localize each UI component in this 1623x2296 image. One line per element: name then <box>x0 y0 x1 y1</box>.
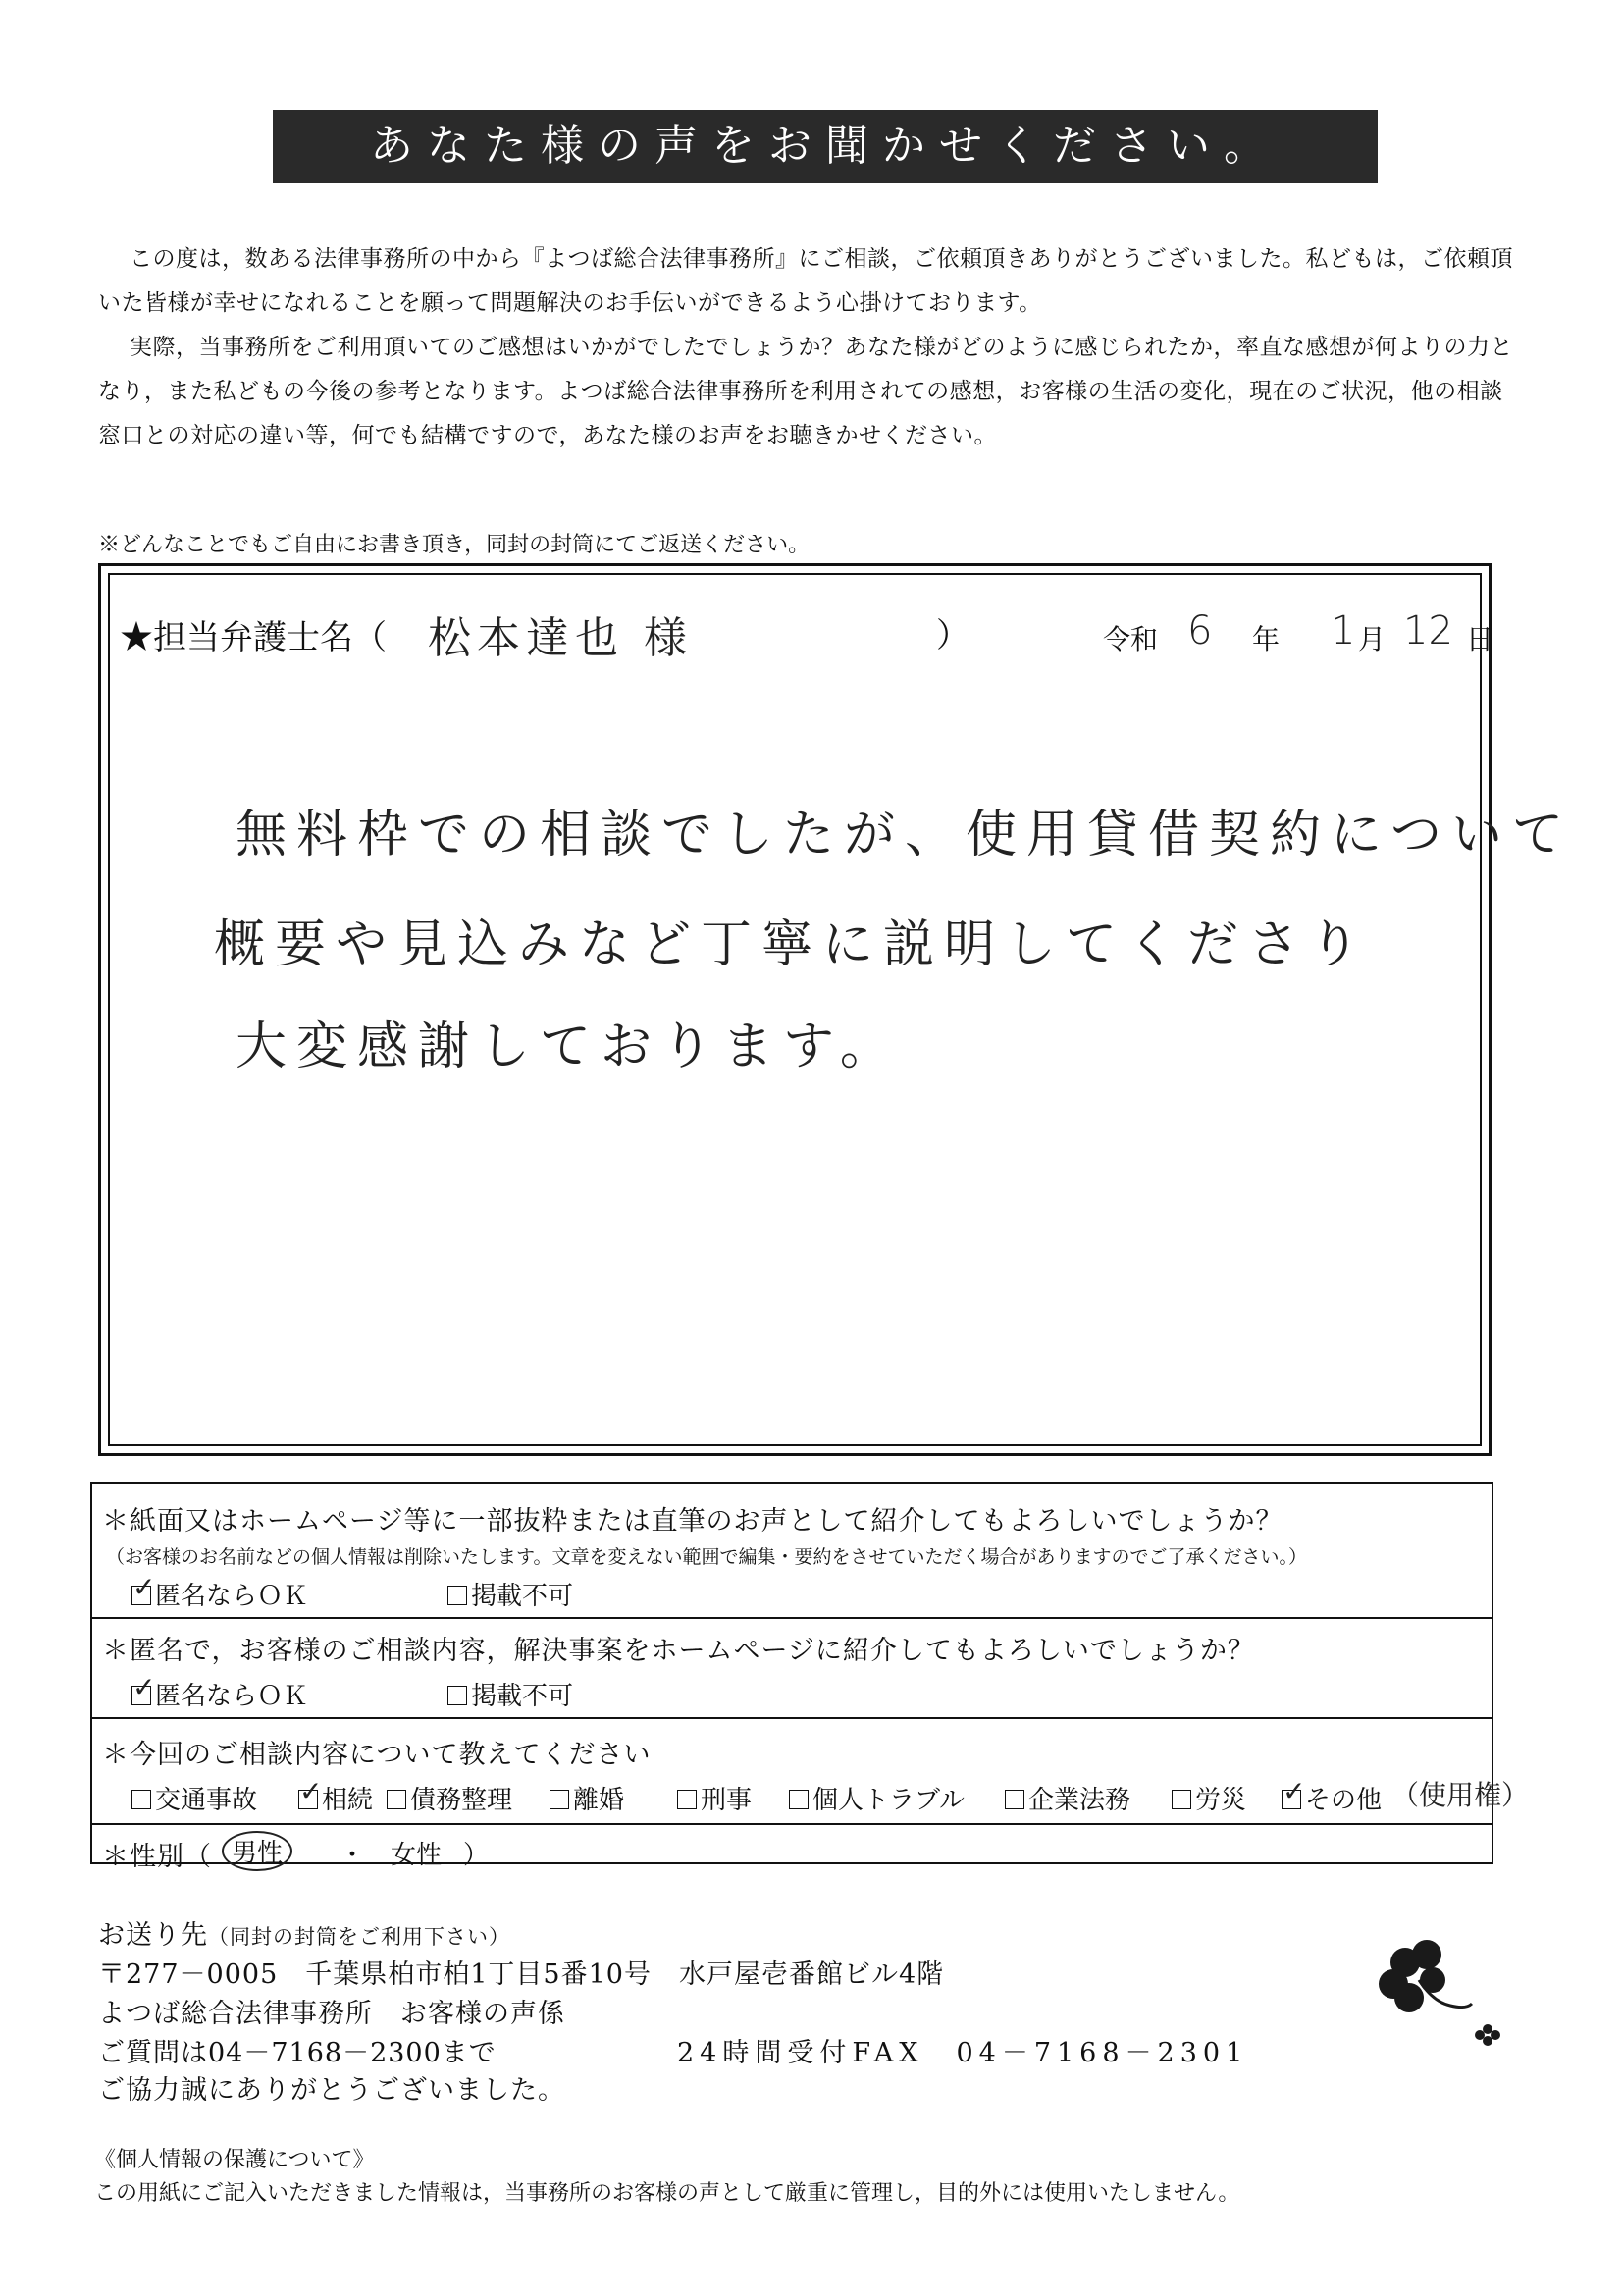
q3-option-criminal[interactable] <box>677 1780 752 1816</box>
intro-paragraph-2 <box>98 326 1521 458</box>
clover-icon <box>1364 1933 1511 2061</box>
privacy-title: 《個人情報の保護について》 <box>94 2148 375 2172</box>
checkbox-icon[interactable] <box>550 1790 569 1809</box>
gender-male-circled: 男性 <box>222 1831 292 1871</box>
q3-option-label: 労災 <box>1195 1786 1247 1815</box>
date-day[interactable]: 12 <box>1403 608 1453 653</box>
checkbox-icon[interactable] <box>1172 1790 1191 1809</box>
question-3-text: ＊今回のご相談内容について教えてください <box>102 1740 652 1770</box>
date-year[interactable]: 6 <box>1187 608 1213 653</box>
date-year-unit: 年 <box>1252 623 1281 655</box>
question-divider-3 <box>90 1823 1493 1825</box>
checkbox-icon[interactable] <box>677 1790 697 1809</box>
q3-option-label: 債務整理 <box>410 1786 513 1815</box>
q3-option-label: 刑事 <box>701 1786 753 1815</box>
checkbox-icon[interactable] <box>131 1790 151 1809</box>
question-2-text: ＊匿名で，お客様のご相談内容，解決事案をホームページに紹介してもよろしいでしょうか？ <box>102 1636 1255 1666</box>
checkbox-icon[interactable] <box>789 1790 809 1809</box>
contact-fax: 24時間受付FAX 04－7168－2301 <box>677 2038 1249 2068</box>
office-name: よつば総合法律事務所 お客様の声係 <box>98 1999 565 2029</box>
lawyer-label: ★担当弁護士名（ <box>120 618 387 657</box>
privacy-text: この用紙にご記入いただきました情報は，当事務所のお客様の声として厳重に管理し，目的外には使用いたしません。 <box>94 2181 1240 2206</box>
date-day-unit: 日 <box>1466 623 1494 655</box>
q3-option-label: 個人トラブル <box>812 1786 965 1815</box>
comment-line-3: 大変感謝しております。 <box>236 1018 901 1076</box>
q3-option-labor-accident[interactable] <box>1172 1780 1246 1816</box>
q2-no-label: 掲載不可 <box>471 1682 574 1711</box>
q3-option-debt[interactable] <box>387 1780 512 1816</box>
q1-option-anonymous[interactable] <box>131 1576 308 1612</box>
thanks-text: ご協力誠にありがとうございました。 <box>98 2075 565 2106</box>
lawyer-paren-close: ） <box>936 616 969 655</box>
question-divider-1 <box>90 1617 1493 1619</box>
address-heading: お送り先 <box>98 1920 208 1951</box>
checkbox-checked-icon[interactable] <box>131 1586 151 1605</box>
q1-no-label: 掲載不可 <box>471 1582 574 1611</box>
page-title: あなた様の声をお聞かせください。 <box>273 110 1378 183</box>
q3-option-traffic[interactable] <box>131 1780 257 1816</box>
intro-text-1: この度は，数ある法律事務所の中から『よつば総合法律事務所』にご相談，ご依頼頂きありがとうございました。私どもは，ご依頼頂いた皆様が幸せになれることを願って問題解決のお手伝いができるよう心掛けております。 <box>98 246 1513 316</box>
intro-paragraph-1 <box>98 237 1521 326</box>
checkbox-icon[interactable] <box>447 1586 467 1605</box>
q2-anon-label: 匿名ならＯＫ <box>155 1682 309 1711</box>
gender-female-option[interactable]: 女性 <box>391 1841 443 1870</box>
instruction-note: ※どんなことでもご自由にお書き頂き，同封の封筒にてご返送ください。 <box>98 533 811 557</box>
gender-paren-close: ） <box>463 1841 490 1870</box>
q1-option-no-publish[interactable] <box>447 1576 573 1612</box>
address-heading-note: （同封の封筒をご利用下さい） <box>208 1925 510 1949</box>
comment-line-1: 無料枠での相談でしたが、使用貸借契約について <box>236 806 1573 864</box>
intro-text-2: 実際，当事務所をご利用頂いてのご感想はいかがでしたでしょうか？あなた様がどのように感じられたか，率直な感想が何よりの力となり，また私どもの今後の参考となります。よつば総合法律事務所を利用されての感想，お客様の生活の変化，現在のご状況，他の相談窓口との対応の違い等，何でも結構ですので，あなた様のお声をお聴きかせください。 <box>98 335 1513 448</box>
q3-option-label: 離婚 <box>573 1786 625 1815</box>
checkbox-icon[interactable] <box>447 1686 467 1705</box>
q2-option-no-publish[interactable] <box>447 1676 573 1712</box>
postal-address: 〒277－0005 千葉県柏市柏1丁目5番10号 水戸屋壱番館ビル4階 <box>98 1959 945 1990</box>
q3-option-inheritance[interactable] <box>298 1780 373 1816</box>
question-divider-2 <box>90 1717 1493 1719</box>
contact-phone: ご質問は04－7168－2300まで <box>98 2038 497 2068</box>
gender-separator: ・ <box>340 1841 366 1870</box>
lawyer-name-handwritten[interactable]: 松本達也 様 <box>428 613 693 663</box>
q3-option-personal-trouble[interactable] <box>789 1780 965 1816</box>
q3-option-divorce[interactable] <box>550 1780 624 1816</box>
question-1-text: ＊紙面又はホームページ等に一部抜粋または直筆のお声として紹介してもよろしいでしょうか？ <box>102 1506 1283 1537</box>
checkbox-icon[interactable] <box>387 1790 406 1809</box>
q3-option-label: 企業法務 <box>1028 1786 1131 1815</box>
checkbox-checked-icon[interactable] <box>298 1790 318 1809</box>
date-era: 令和 <box>1103 623 1159 655</box>
date-month-unit: 月 <box>1358 623 1387 655</box>
q2-option-anonymous[interactable] <box>131 1676 308 1712</box>
q3-option-corporate[interactable] <box>1005 1780 1130 1816</box>
q3-option-label: 交通事故 <box>155 1786 258 1815</box>
comment-line-2: 概要や見込みなど丁寧に説明してくださり <box>214 915 1371 974</box>
q1-anon-label: 匿名ならＯＫ <box>155 1582 309 1611</box>
q3-option-label: 相続 <box>322 1786 374 1815</box>
checkbox-icon[interactable] <box>1005 1790 1024 1809</box>
gender-male-option[interactable] <box>222 1831 292 1871</box>
question-1-note: （お客様のお名前などの個人情報は削除いたします。文章を変えない範囲で編集・要約をさせていただく場合がありますのでご了承ください。） <box>106 1546 1307 1568</box>
checkbox-checked-icon[interactable] <box>131 1686 151 1705</box>
date-month[interactable]: 1 <box>1331 608 1356 653</box>
q3-option-label: その他 <box>1305 1786 1383 1815</box>
address-heading-row <box>98 1913 510 1952</box>
q3-other-handwritten[interactable]: （使用権） <box>1391 1779 1530 1811</box>
question-4-label: ＊性別（ <box>102 1842 212 1872</box>
checkbox-checked-icon[interactable] <box>1282 1790 1301 1809</box>
q3-option-other[interactable] <box>1282 1780 1382 1816</box>
